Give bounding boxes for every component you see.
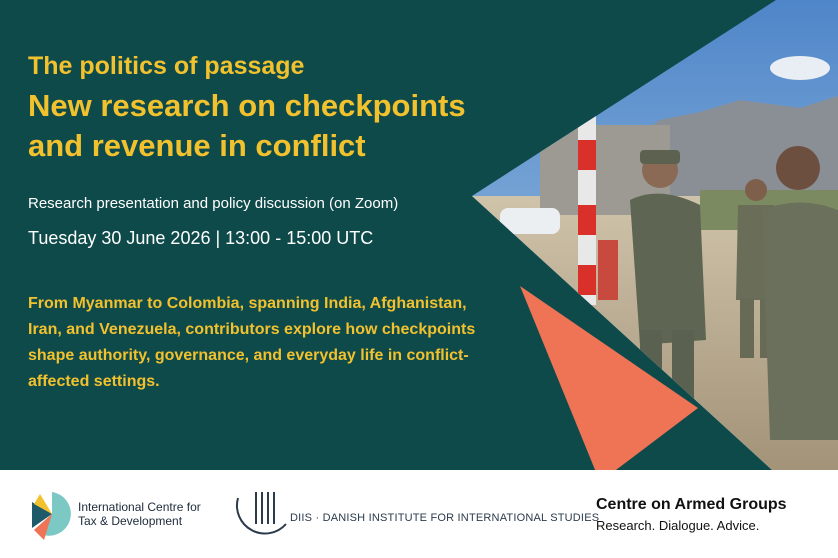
event-description: Research presentation and policy discussion (on Zoom) <box>28 195 399 212</box>
diis-name: DIIS · DANISH INSTITUTE FOR INTERNATIONAL STUDIES <box>290 512 600 524</box>
event-headline: New research on checkpoints and revenue in conflict <box>28 88 466 163</box>
event-subtitle: The politics of passage <box>28 52 305 80</box>
ictd-logo-icon <box>22 484 82 544</box>
cag-name: Centre on Armed Groups <box>596 496 787 513</box>
ictd-name: International Centre for Tax & Development <box>78 500 201 528</box>
diis-logo-icon <box>230 484 290 542</box>
cag-tagline: Research. Dialogue. Advice. <box>596 518 760 533</box>
event-datetime: Tuesday 30 June 2026 | 13:00 - 15:00 UTC <box>28 228 374 248</box>
event-blurb: From Myanmar to Colombia, spanning India, Afghanistan, Iran, and Venezuela, contributors explore how checkpoints shape authority, governance, and everyday life in conflict-affected settings. <box>28 295 476 390</box>
